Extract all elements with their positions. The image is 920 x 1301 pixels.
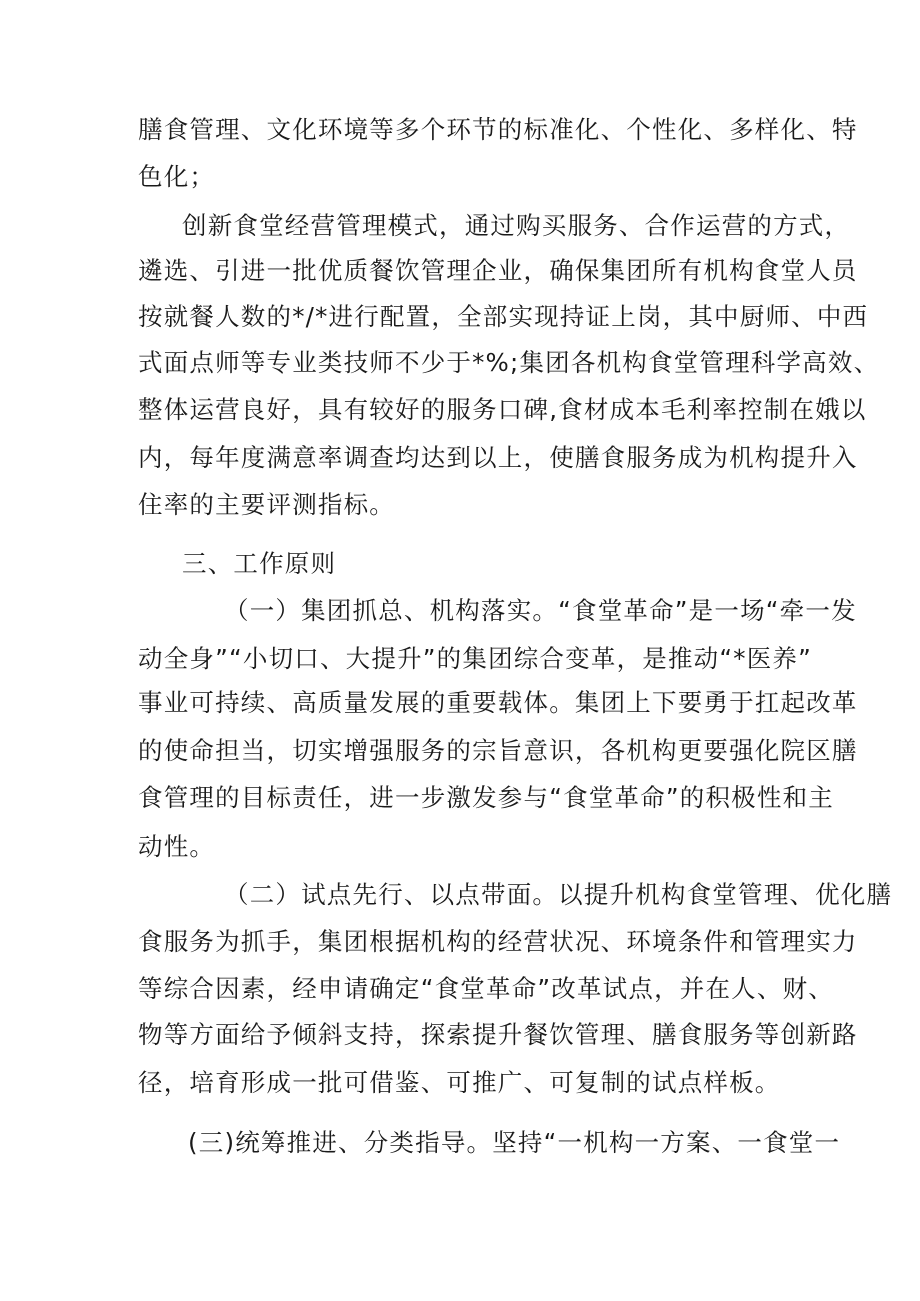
paragraph-line: （一）集团抓总、机构落实。“食堂革命”是一场“牵一发 [224, 596, 857, 625]
paragraph-line: (三)统筹推进、分类指导。坚持“一机构一方案、一食堂一 [188, 1128, 841, 1157]
paragraph-line: 按就餐人数的*/*进行配置，全部实现持证上岗，其中厨师、中西 [138, 302, 869, 331]
paragraph-line: 事业可持续、高质量发展的重要载体。集团上下要勇于扛起改革 [138, 688, 858, 717]
paragraph-line: 遴选、引进一批优质餐饮管理企业，确保集团所有机构食堂人员 [138, 256, 858, 285]
paragraph-line: （二）试点先行、以点带面。以提升机构食堂管理、优化膳 [224, 880, 893, 909]
paragraph-line: 内，每年度满意率调查均达到以上，使膳食服务成为机构提升入 [138, 443, 858, 472]
paragraph-line: 等综合因素，经申请确定“食堂革命”改革试点，并在人、财、 [138, 974, 834, 1003]
paragraph-line: 式面点师等专业类技师不少于*%;集团各机构食堂管理科学高效、 [138, 348, 880, 377]
paragraph-line: 膳食管理、文化环境等多个环节的标准化、个性化、多样化、特 [138, 115, 858, 144]
paragraph-line: 径，培育形成一批可借鉴、可推广、可复制的试点样板。 [138, 1068, 781, 1097]
paragraph-line: 物等方面给予倾斜支持，探索提升餐饮管理、膳食服务等创新路 [138, 1020, 858, 1049]
paragraph-line: 动全身”“小切口、大提升”的集团综合变革，是推动“*医养” [138, 644, 813, 673]
paragraph-line: 住率的主要评测指标。 [138, 490, 395, 519]
paragraph-line: 创新食堂经营管理模式，通过购买服务、合作运营的方式， [182, 211, 851, 240]
section-heading-text: 三、工作原则 [182, 549, 337, 578]
paragraph-line: 食管理的目标责任，进一步激发参与“食堂革命”的积极性和主 [138, 783, 834, 812]
paragraph-line: 的使命担当，切实增强服务的宗旨意识，各机构更要强化院区膳 [138, 736, 858, 765]
paragraph-line: 整体运营良好，具有较好的服务口碑,食材成本毛利率控制在娥以 [138, 395, 867, 424]
paragraph-line: 色化； [138, 162, 216, 191]
paragraph-line: 食服务为抓手，集团根据机构的经营状况、环境条件和管理实力 [138, 927, 858, 956]
paragraph-line: 动性。 [138, 832, 216, 861]
